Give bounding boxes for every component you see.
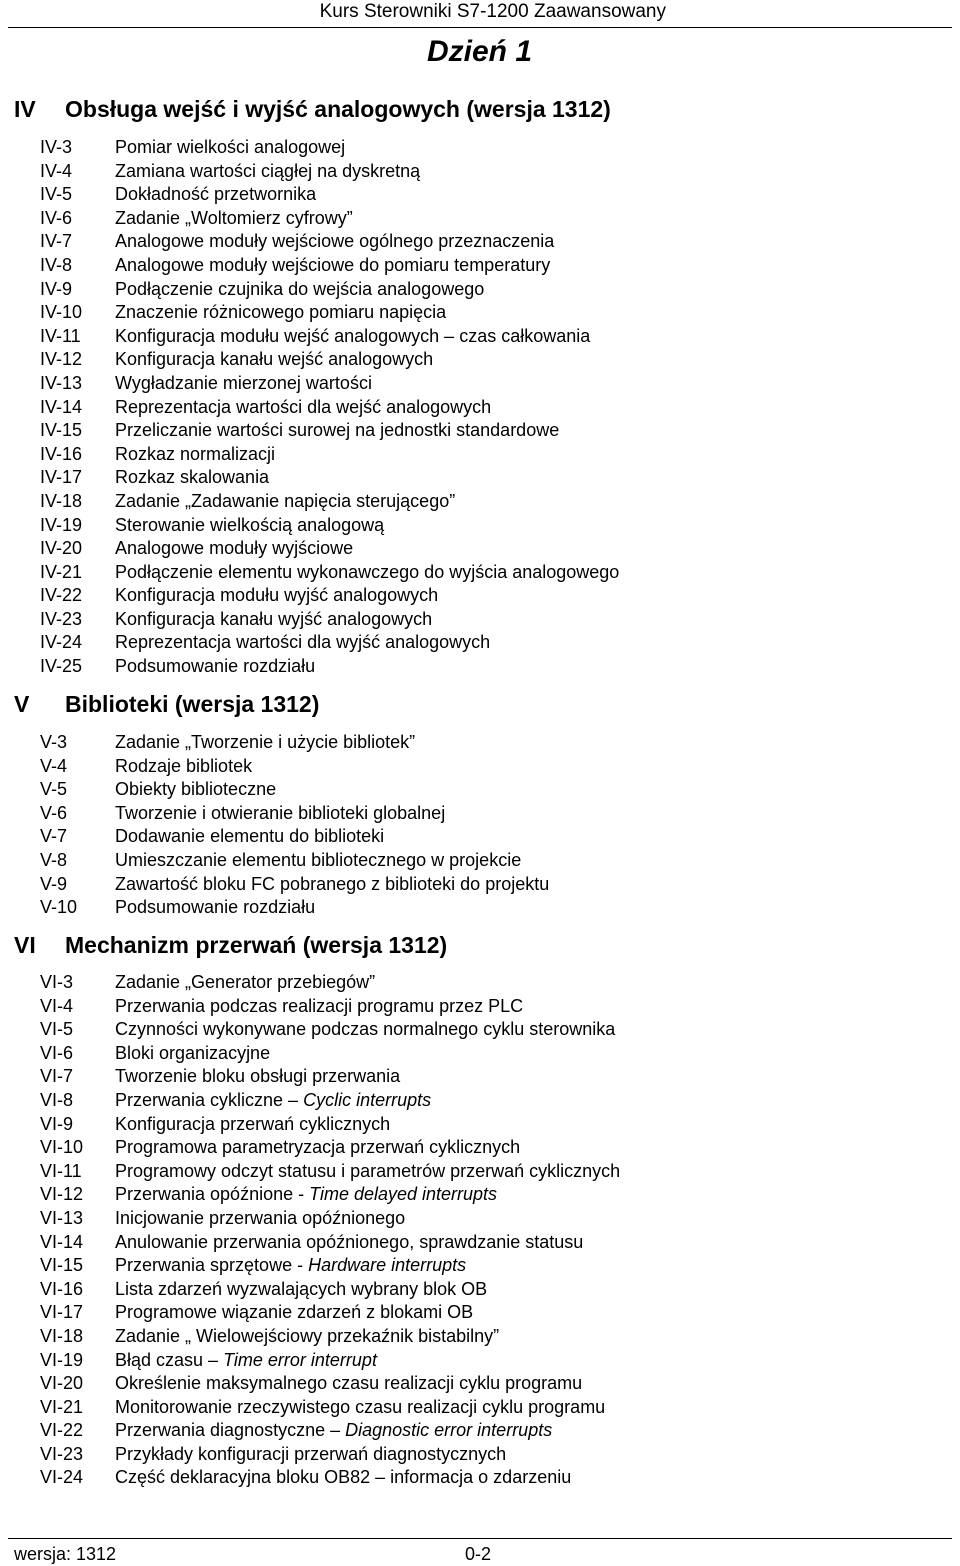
item-text (115, 183, 316, 207)
item-text-pl: Zadanie „Zadawanie napięcia sterującego” (115, 490, 456, 511)
item-text (115, 1372, 582, 1396)
item-code: IV-23 (40, 608, 83, 629)
item-code: VI-23 (40, 1443, 84, 1464)
item-text-pl: Analogowe moduły wyjściowe (115, 538, 354, 559)
item-text-pl: Zadanie „Tworzenie i użycie bibliotek” (115, 732, 416, 752)
item-code: IV-8 (40, 254, 73, 275)
item-code: VI-10 (40, 1137, 84, 1158)
item-text-pl: Programowe wiązanie zdarzeń z blokami OB (115, 1302, 474, 1323)
item-text (115, 1207, 405, 1231)
item-text (115, 160, 420, 184)
page-number: 0-2 (465, 1544, 492, 1564)
item-code: VI-20 (40, 1373, 84, 1394)
footer-version: wersja: 1312 (14, 1544, 117, 1564)
item-code: VI-18 (40, 1325, 84, 1346)
item-text (115, 655, 315, 679)
item-code: VI-12 (40, 1184, 84, 1205)
item-text-pl: Określenie maksymalnego czasu realizacji cyklu programu (115, 1373, 583, 1394)
item-text (115, 1254, 466, 1278)
item-text (115, 1160, 620, 1184)
item-text-pl: Tworzenie i otwieranie biblioteki globalnej (115, 802, 446, 823)
item-text-pl: Zadanie „Woltomierz cyfrowy” (115, 207, 353, 228)
item-text-pl: Reprezentacja wartości dla wyjść analogowych (115, 632, 491, 653)
item-text-pl: Obiekty biblioteczne (115, 779, 277, 800)
item-text-pl: Sterowanie wielkością analogową (115, 514, 385, 535)
item-code: VI-19 (40, 1349, 84, 1370)
item-code: V-9 (40, 873, 68, 894)
item-text-pl: Zamiana wartości ciągłej na dyskretną (115, 160, 421, 181)
item-code: VI-13 (40, 1207, 84, 1228)
item-text-pl: Przerwania cykliczne – (115, 1089, 304, 1110)
item-code: V-10 (40, 897, 78, 918)
item-code: V-4 (40, 755, 68, 776)
item-text-pl: Rozkaz normalizacji (115, 443, 276, 464)
item-text (115, 254, 550, 278)
item-code: IV-5 (40, 184, 73, 205)
item-text-pl: Dodawanie elementu do biblioteki (115, 826, 385, 847)
item-text (115, 608, 432, 632)
item-text (115, 802, 445, 826)
item-text-en: Cyclic interrupts (303, 1089, 432, 1110)
item-code: VI-21 (40, 1396, 84, 1417)
item-code: IV-15 (40, 420, 83, 441)
item-code: VI-16 (40, 1278, 84, 1299)
item-text (115, 1301, 473, 1325)
section-title: Obsługa wejść i wyjść analogowych (wersja 1312) (65, 96, 611, 122)
item-text (115, 230, 554, 254)
item-text-pl: Czynności wykonywane podczas normalnego cyklu sterownika (115, 1019, 616, 1040)
item-text-pl: Część deklaracyjna bloku OB82 – informacja o zdarzeniu (115, 1467, 572, 1488)
item-text (115, 849, 521, 873)
item-text (115, 1231, 583, 1255)
item-text-en: Time delayed interrupts (309, 1184, 498, 1205)
item-code: V-6 (40, 802, 68, 823)
item-text (115, 1136, 520, 1160)
item-code: IV-24 (40, 632, 83, 653)
item-code: V-3 (40, 732, 68, 752)
item-text-pl: Konfiguracja kanału wyjść analogowych (115, 608, 433, 629)
item-code: IV-22 (40, 585, 83, 606)
item-code: IV-9 (40, 278, 73, 299)
item-text-pl: Monitorowanie rzeczywistego czasu realizacji cyklu programu (115, 1396, 606, 1417)
item-text-pl: Zadanie „ Wielowejściowy przekaźnik bistabilny” (115, 1325, 500, 1346)
item-code: V-7 (40, 826, 68, 847)
item-text-pl: Pomiar wielkości analogowej (115, 137, 346, 157)
item-text (115, 490, 455, 514)
item-text-en: Hardware interrupts (308, 1255, 467, 1276)
item-text-en: Diagnostic error interrupts (345, 1420, 553, 1441)
item-text-pl: Przerwania sprzętowe - (115, 1255, 309, 1276)
item-text (115, 825, 384, 849)
item-text (115, 1042, 270, 1066)
item-text (115, 1089, 431, 1113)
item-text (115, 1278, 487, 1302)
item-text-pl: Podsumowanie rozdziału (115, 897, 316, 918)
item-code: IV-6 (40, 207, 73, 228)
item-text-pl: Programowa parametryzacja przerwań cyklicznych (115, 1137, 521, 1158)
item-text (115, 561, 619, 585)
item-text (115, 372, 372, 396)
item-code: IV-12 (40, 349, 83, 370)
section-number: IV (14, 96, 36, 122)
item-code: IV-13 (40, 372, 83, 393)
item-text-pl: Dokładność przetwornika (115, 184, 317, 205)
item-text-pl: Lista zdarzeń wyzwalających wybrany blok OB (115, 1278, 488, 1299)
item-code: VI-8 (40, 1089, 74, 1110)
item-text-pl: Analogowe moduły wejściowe do pomiaru temperatury (115, 254, 551, 275)
item-text (115, 1183, 497, 1207)
item-text (115, 301, 446, 325)
item-text-pl: Konfiguracja modułu wyjść analogowych (115, 585, 439, 606)
item-text (115, 537, 353, 561)
item-text (115, 584, 438, 608)
item-code: V-5 (40, 779, 68, 800)
item-code: IV-10 (40, 302, 83, 323)
item-text (115, 971, 375, 995)
item-text-pl: Bloki organizacyjne (115, 1042, 271, 1063)
item-text (115, 325, 590, 349)
item-text-pl: Konfiguracja kanału wejść analogowych (115, 349, 434, 370)
item-code: VI-6 (40, 1042, 74, 1063)
item-code: VI-24 (40, 1467, 84, 1488)
item-text (115, 207, 353, 231)
item-text-pl: Konfiguracja modułu wejść analogowych – czas całkowania (115, 325, 591, 346)
item-code: VI-3 (40, 972, 74, 992)
item-text (115, 348, 433, 372)
item-code: V-8 (40, 849, 68, 870)
item-text (115, 1419, 552, 1443)
item-text-pl: Podsumowanie rozdziału (115, 656, 316, 677)
item-text (115, 1018, 615, 1042)
item-text-pl: Wygładzanie mierzonej wartości (115, 372, 372, 393)
course-title: Kurs Sterowniki S7-1200 Zaawansowany (319, 1, 666, 22)
item-code: VI-22 (40, 1420, 84, 1441)
item-text-pl: Analogowe moduły wejściowe ogólnego przeznaczenia (115, 231, 555, 252)
item-text (115, 136, 345, 160)
item-text-pl: Znaczenie różnicowego pomiaru napięcia (115, 302, 447, 323)
item-text (115, 419, 559, 443)
item-text (115, 1466, 571, 1490)
item-text (115, 778, 276, 802)
item-text-pl: Podłączenie elementu wykonawczego do wyjścia analogowego (115, 561, 620, 582)
item-code: IV-16 (40, 443, 83, 464)
item-code: VI-17 (40, 1302, 84, 1323)
item-text-pl: Rozkaz skalowania (115, 467, 270, 488)
item-code: IV-4 (40, 160, 73, 181)
item-text (115, 396, 491, 420)
item-code: VI-5 (40, 1019, 74, 1040)
item-text (115, 873, 549, 897)
item-text-pl: Przeliczanie wartości surowej na jednostki standardowe (115, 420, 560, 441)
item-code: IV-18 (40, 490, 83, 511)
item-text (115, 1065, 400, 1089)
item-text-pl: Przerwania diagnostyczne – (115, 1420, 346, 1441)
item-text-pl: Podłączenie czujnika do wejścia analogowego (115, 278, 485, 299)
item-text (115, 755, 252, 779)
item-text (115, 514, 384, 538)
item-text-pl: Błąd czasu – (115, 1349, 224, 1370)
item-code: IV-7 (40, 231, 73, 252)
section-title: Biblioteki (wersja 1312) (65, 691, 320, 717)
item-code: IV-17 (40, 467, 83, 488)
item-text-pl: Konfiguracja przerwań cyklicznych (115, 1113, 391, 1134)
item-text-pl: Zadanie „Generator przebiegów” (115, 972, 376, 992)
item-code: IV-20 (40, 538, 83, 559)
item-code: VI-9 (40, 1113, 74, 1134)
item-text-pl: Tworzenie bloku obsługi przerwania (115, 1066, 401, 1087)
item-text (115, 731, 415, 755)
item-text (115, 466, 269, 490)
item-text-pl: Zawartość bloku FC pobranego z biblioteki do projektu (115, 873, 550, 894)
item-code: VI-15 (40, 1255, 84, 1276)
item-code: IV-21 (40, 561, 83, 582)
item-text (115, 995, 523, 1019)
item-code: VI-7 (40, 1066, 74, 1087)
item-text-pl: Inicjowanie przerwania opóźnionego (115, 1207, 406, 1228)
item-code: VI-14 (40, 1231, 84, 1252)
item-text-pl: Przerwania opóźnione - (115, 1184, 310, 1205)
item-text (115, 443, 275, 467)
item-code: VI-4 (40, 995, 74, 1016)
item-text (115, 278, 484, 302)
item-text (115, 1113, 390, 1137)
item-code: IV-25 (40, 656, 83, 677)
item-text-en: Time error interrupt (223, 1349, 377, 1370)
section-number: VI (14, 932, 36, 958)
item-code: IV-14 (40, 396, 83, 417)
item-text (115, 1349, 377, 1373)
footer-divider (8, 1538, 952, 1539)
item-text-pl: Programowy odczyt statusu i parametrów przerwań cyklicznych (115, 1160, 621, 1181)
item-code: VI-11 (40, 1160, 82, 1181)
item-text (115, 1443, 506, 1467)
day-title: Dzień 1 (426, 35, 532, 68)
item-text-pl: Przerwania podczas realizacji programu przez PLC (115, 995, 524, 1016)
header-divider (8, 27, 952, 28)
item-text-pl: Rodzaje bibliotek (115, 755, 253, 776)
item-text-pl: Przykłady konfiguracji przerwań diagnostycznych (115, 1443, 507, 1464)
item-text-pl: Umieszczanie elementu bibliotecznego w projekcie (115, 849, 522, 870)
item-code: IV-19 (40, 514, 83, 535)
item-text (115, 896, 315, 920)
item-code: IV-11 (40, 325, 81, 346)
section-title: Mechanizm przerwań (wersja 1312) (65, 932, 448, 958)
section-number: V (14, 691, 30, 717)
item-text (115, 1325, 499, 1349)
item-text-pl: Anulowanie przerwania opóźnionego, sprawdzanie statusu (115, 1231, 584, 1252)
item-text-pl: Reprezentacja wartości dla wejść analogowych (115, 396, 492, 417)
item-text (115, 1396, 605, 1420)
item-text (115, 631, 490, 655)
item-code: IV-3 (40, 137, 73, 157)
